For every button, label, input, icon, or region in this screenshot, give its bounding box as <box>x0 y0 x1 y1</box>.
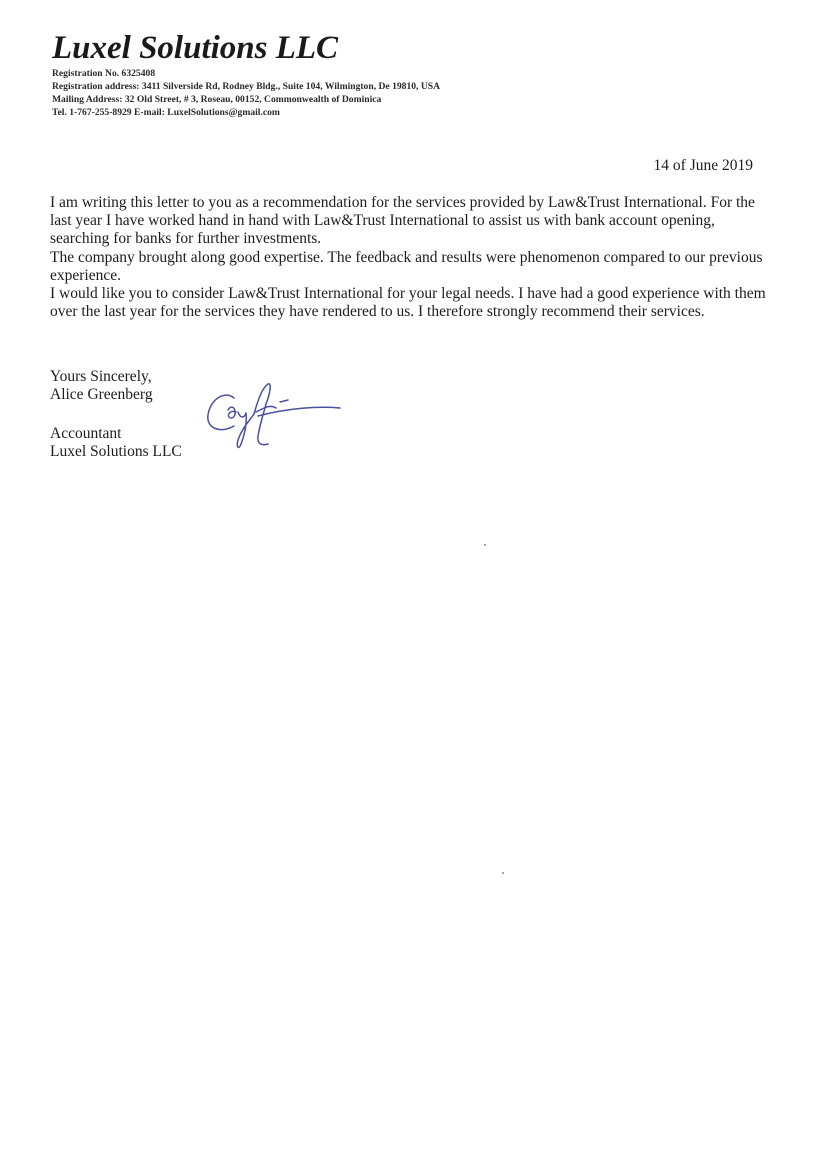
closing-block <box>50 368 153 404</box>
signer-company: Luxel Solutions LLC <box>50 443 182 461</box>
contact-line: Tel. 1-767-255-8929 E-mail: LuxelSolutions@gmail.com <box>52 107 280 118</box>
closing-salutation: Yours Sincerely, <box>50 368 152 385</box>
company-name: Luxel Solutions LLC <box>52 30 339 66</box>
company-details <box>52 67 772 119</box>
handwritten-signature <box>198 370 348 460</box>
registration-address: Registration address: 3411 Silverside Rd, Rodney Bldg., Suite 104, Wilmington, De 19810, USA <box>52 81 441 92</box>
registration-number: Registration No. 6325408 <box>52 68 156 79</box>
scan-speck <box>484 544 486 546</box>
signer-position <box>50 425 182 461</box>
signer-name: Alice Greenberg <box>50 386 153 404</box>
letterhead <box>52 30 772 119</box>
body-paragraph: I would like you to consider Law&Trust International for your legal needs. I have had a good experience with them over the last year for the services they have rendered to us. I therefore strongly recommend their services. <box>50 285 766 321</box>
body-paragraph: The company brought along good expertise. The feedback and results were phenomenon compared to our previous experience. <box>50 248 763 284</box>
letter-body <box>50 194 770 321</box>
mailing-address: Mailing Address: 32 Old Street, # 3, Roseau, 00152, Commonwealth of Dominica <box>52 94 382 105</box>
body-paragraph: I am writing this letter to you as a recommendation for the services provided by Law&Trust International. For the last year I have worked hand in hand with Law&Trust International to assist us with bank account opening, searching for banks for further investments. <box>50 194 755 248</box>
scan-speck <box>502 872 504 874</box>
letter-date: 14 of June 2019 <box>653 157 753 174</box>
signer-title: Accountant <box>50 425 122 442</box>
